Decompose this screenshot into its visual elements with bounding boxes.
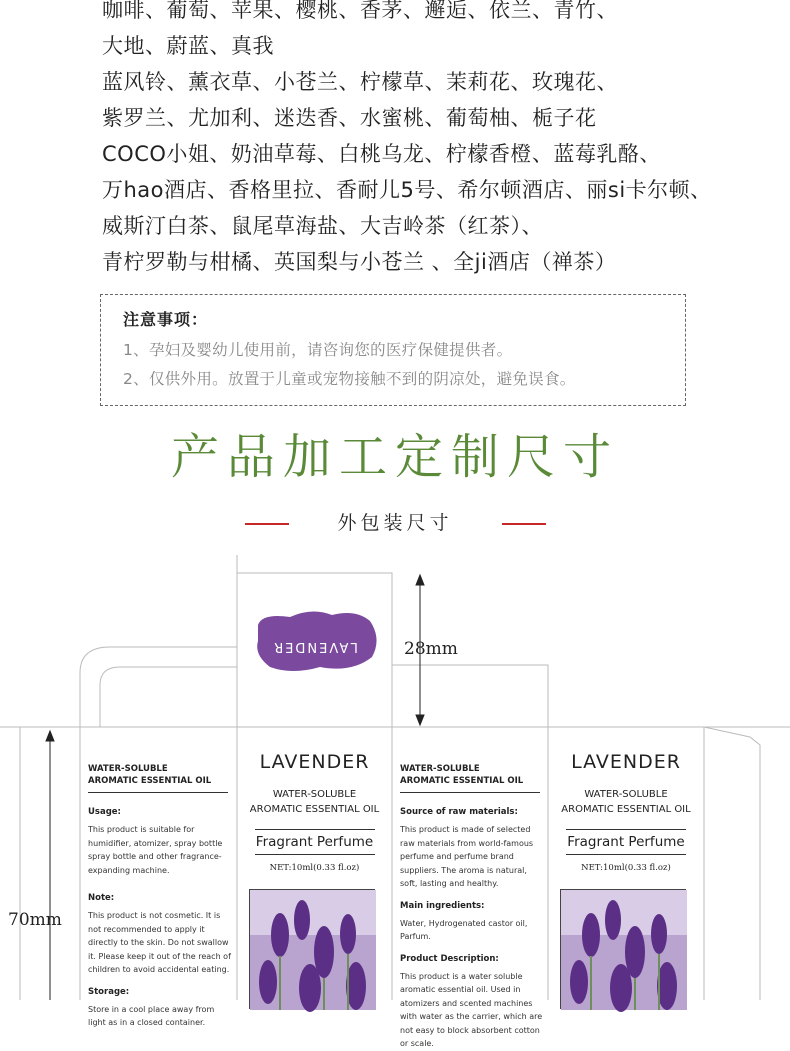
scent-line: 蓝风铃、薰衣草、小苍兰、柠檬草、茉莉花、玫瑰花、: [102, 70, 618, 94]
note-text: This product is not cosmetic. It is not recommended to apply it directly to the skin. Do not swallow it. Please keep it out of the reach of children to avoid accidental eating.: [88, 911, 231, 974]
lavender-photo: [560, 889, 686, 1009]
ingredients-title: Main ingredients:: [400, 900, 485, 911]
section-heading: 产品加工定制尺寸: [170, 429, 619, 485]
notice-item: 2、仅供外用。放置于儿童或宠物接触不到的阴凉处，避免误食。: [123, 370, 576, 388]
panel-header: WATER-SOLUBLE: [400, 764, 480, 774]
notice-title: 注意事项：: [123, 310, 209, 329]
description-title: Product Description:: [400, 953, 499, 964]
scent-line: 威斯汀白茶、鼠尾草海盐、大吉岭茶（红茶）、: [102, 214, 543, 238]
usage-title: Usage:: [88, 807, 121, 817]
ingredients-text: Water, Hydrogenated castor oil, Parfum.: [400, 918, 528, 941]
notice-item: 1、孕妇及婴幼儿使用前，请咨询您的医疗保健提供者。: [123, 341, 513, 359]
notice-box: [100, 294, 686, 406]
source-title: Source of raw materials:: [400, 807, 518, 817]
scent-line: 咖啡、葡萄、苹果、樱桃、香茅、邂逅、依兰、青竹、: [102, 0, 618, 22]
tab-brand-label: LAVENDER: [272, 639, 358, 654]
front-line: WATER-SOLUBLE: [272, 789, 357, 800]
storage-title: Storage:: [88, 986, 130, 997]
usage-text: This product is suitable for humidifier, atomizer, spray bottle spray bottle and other fragrance-expanding machine.: [88, 825, 223, 875]
front-net: NET:10ml(0.33 fl.oz): [269, 863, 360, 873]
storage-text: Store in a cool place away from light as in a closed container.: [88, 1004, 215, 1027]
front-line: WATER-SOLUBLE: [584, 789, 668, 800]
box-dieline-diagram: [0, 555, 790, 1048]
front-fragrant: Fragrant Perfume: [566, 829, 686, 850]
heading-divider-right: [502, 523, 546, 525]
lavender-photo: [249, 889, 375, 1009]
panel-header: WATER-SOLUBLE: [88, 764, 168, 774]
scent-line: 紫罗兰、尤加利、迷迭香、水蜜桃、葡萄柚、栀子花: [102, 106, 597, 130]
panel-usage: [88, 727, 233, 1027]
front-brand: LAVENDER: [571, 751, 681, 773]
dimension-side: 70mm: [8, 910, 62, 930]
front-brand: LAVENDER: [259, 751, 370, 773]
description-text: This product is a water soluble aromatic essential oil. Used in atomizers and scented machines with water as the carrier, which are not easy to block absorbent cotton or scale.: [400, 971, 543, 1048]
panel-front-2: [548, 727, 704, 1017]
front-line: AROMATIC ESSENTIAL OIL: [249, 804, 380, 815]
dimension-top: 28mm: [404, 639, 458, 659]
panel-front-1: [237, 727, 392, 1017]
scent-line: COCO小姐、奶油草莓、白桃乌龙、柠檬香橙、蓝莓乳酪、: [102, 142, 661, 166]
scent-list: [102, 0, 782, 280]
front-net: NET:10ml(0.33 fl.oz): [581, 863, 671, 873]
section-subheading: 外包装尺寸: [337, 512, 453, 534]
source-text: This product is made of selected raw materials from world-famous perfume and perfume brand suppliers. The aroma is natural, soft, lasting and healthy.: [400, 825, 534, 888]
panel-header: AROMATIC ESSENTIAL OIL: [400, 776, 524, 786]
scent-line: 青柠罗勒与柑橘、英国梨与小苍兰 、全ji酒店（禅茶）: [102, 250, 617, 274]
panel-header: AROMATIC ESSENTIAL OIL: [88, 776, 212, 786]
scent-line: 万hao酒店、香格里拉、香耐儿5号、希尔顿酒店、丽si卡尔顿、: [102, 178, 712, 202]
front-fragrant: Fragrant Perfume: [255, 829, 375, 850]
scent-line: 大地、蔚蓝、真我: [102, 34, 274, 58]
note-title: Note:: [88, 893, 115, 903]
panel-ingredients: [400, 727, 545, 1048]
front-line: AROMATIC ESSENTIAL OIL: [561, 804, 691, 815]
